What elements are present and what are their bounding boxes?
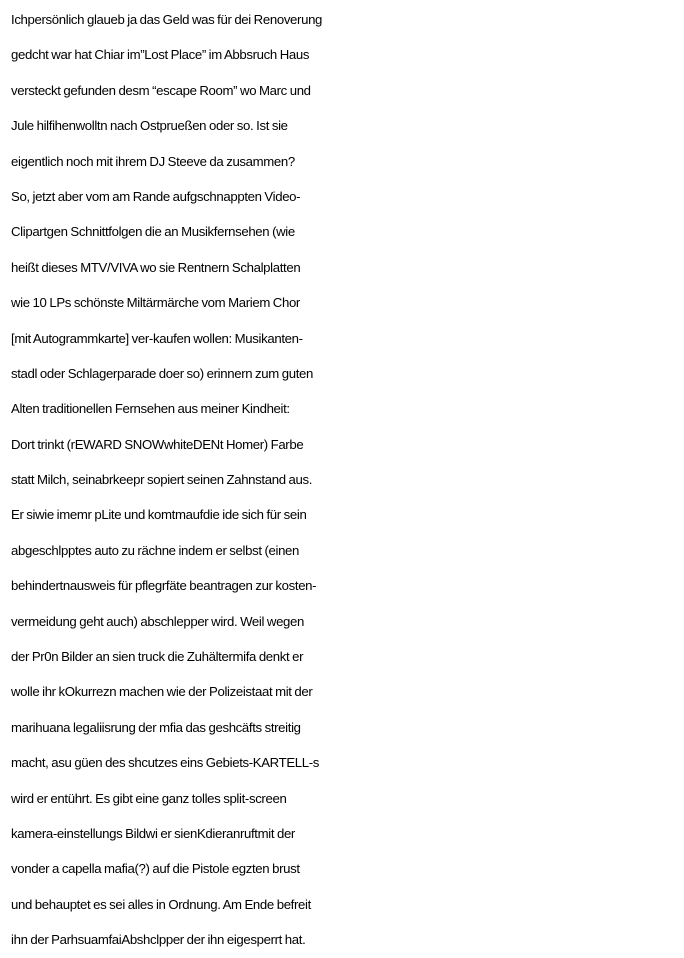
text-line: marihuana legaliisrung der mfia das geshcäfts streitig [11,719,301,735]
text-line: Alten traditionellen Fernsehen aus meiner Kindheit: [11,401,290,417]
text-line: vermeidung geht auch) abschlepper wird. Weil wegen [11,613,304,629]
text-line: gedcht war hat Chiar im”Lost Place” im Abbsruch Haus [11,47,310,63]
text-line: eigentlich noch mit ihrem DJ Steeve da zusammen? [11,153,295,169]
text-line: [mit Autogrammkarte] ver-kaufen wollen: Musikanten- [11,330,303,346]
text-line: Clipartgen Schnittfolgen die an Musikfernsehen (wie [11,224,295,240]
text-line: Er siwie imemr pLite und komtmaufdie ide sich für sein [11,507,307,523]
text-line: wie 10 LPs schönste Miltärmärche vom Mariem Chor [11,295,300,311]
text-line: heißt dieses MTV/VIVA wo sie Rentnern Schalplatten [11,259,301,275]
text-line: wird er entührt. Es gibt eine ganz tolles split-screen [11,790,287,806]
text-line: vonder a capella mafia(?) auf die Pistole egzten brust [11,861,300,877]
text-line: abgeschlpptes auto zu rächne indem er selbst (einen [11,542,300,558]
text-line: und behauptet es sei alles in Ordnung. Am Ende befreit [11,896,311,912]
text-line: Ichpersönlich glaueb ja das Geld was für dei Renoverung [11,12,323,27]
text-line: statt Milch, seinabrkeepr sopiert seinen Zahnstand aus. [11,472,313,488]
body-text [11,2,683,958]
text-line: stadl oder Schlagerparade doer so) erinnern zum guten [11,365,313,381]
text-line: behindertnausweis für pflegrfäte beantragen zur kosten- [11,578,317,594]
text-line: der Pr0n Bilder an sien truck die Zuhältermifa denkt er [11,649,304,665]
text-line: versteckt gefunden desm “escape Room” wo Marc und [11,82,311,98]
text-line: Jule hilfihenwolltn nach Ostprueßen oder so. Ist sie [11,118,288,134]
text-line: So, jetzt aber vom am Rande aufgschnappten Video- [11,188,301,204]
text-line: wolle ihr kOkurrezn machen wie der Polizeistaat mit der [11,684,313,700]
text-line: Dort trinkt (rEWARD SNOWwhiteDENt Homer) Farbe [11,436,304,452]
text-line: ihn der ParhsuamfaiAbshclpper der ihn eigesperrt hat. [11,932,306,948]
text-line: kamera-einstellungs Bildwi er sienKdieranruftmit der [11,825,295,841]
text-line: macht, asu güen des shcutzes eins Gebiets-KARTELL-s [11,755,320,771]
